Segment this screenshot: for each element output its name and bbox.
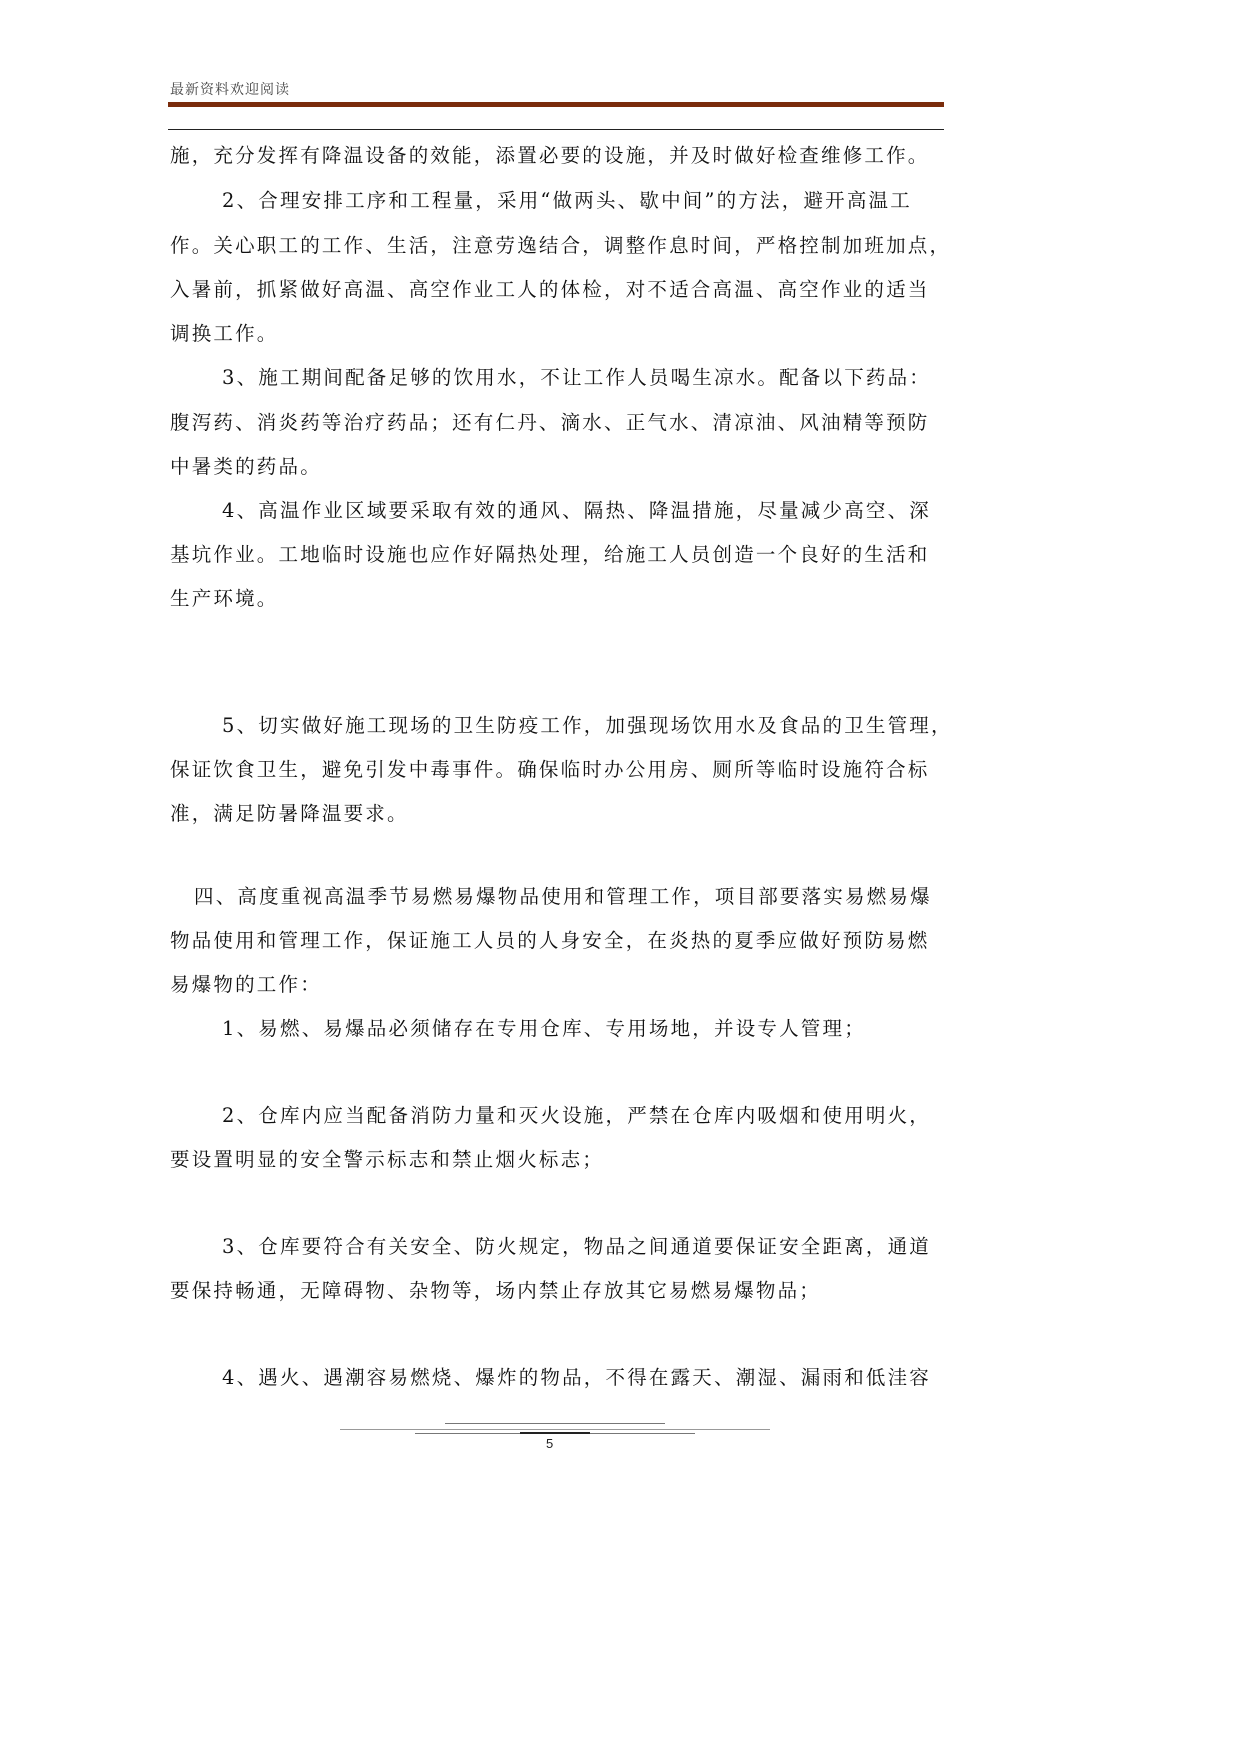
text-line: 5、切实做好施工现场的卫生防疫工作，加强现场饮用水及食品的卫生管理， [222,714,953,737]
text-line: 基坑作业。工地临时设施也应作好隔热处理，给施工人员创造一个良好的生活和 [170,543,930,566]
text-line: 3、施工期间配备足够的饮用水，不让工作人员喝生凉水。配备以下药品： [222,366,932,389]
text-line: 1、易燃、易爆品必须储存在专用仓库、专用场地，并设专人管理； [222,1017,866,1040]
text-line: 生产环境。 [170,587,279,610]
text-line: 2、合理安排工序和工程量，采用“做两头、歇中间”的方法，避开高温工 [222,189,912,212]
text-line: 入暑前，抓紧做好高温、高空作业工人的体检，对不适合高温、高空作业的适当 [170,278,930,301]
footer-rule-center [520,1432,590,1434]
header-text: 最新资料欢迎阅读 [170,82,290,98]
header-rule-thin [168,129,944,130]
text-line: 四、高度重视高温季节易燃易爆物品使用和管理工作，项目部要落实易燃易爆 [194,885,932,908]
footer-rule-top [445,1423,665,1424]
text-line: 4、高温作业区域要采取有效的通风、隔热、降温措施，尽量减少高空、深 [222,499,932,522]
text-line: 作。关心职工的工作、生活，注意劳逸结合，调整作息时间，严格控制加班加点， [170,234,952,257]
text-line: 准，满足防暑降温要求。 [170,802,409,825]
text-line: 2、仓库内应当配备消防力量和灭火设施，严禁在仓库内吸烟和使用明火， [222,1104,932,1127]
text-line: 要保持畅通，无障碍物、杂物等，场内禁止存放其它易燃易爆物品； [170,1279,822,1302]
page-number: 5 [546,1436,554,1451]
text-line: 易爆物的工作： [170,973,322,996]
text-line: 4、遇火、遇潮容易燃烧、爆炸的物品，不得在露天、潮湿、漏雨和低洼容 [222,1366,932,1389]
text-line: 保证饮食卫生，避免引发中毒事件。确保临时办公用房、厕所等临时设施符合标 [170,758,930,781]
header-rule-thick [168,102,944,107]
text-line: 中暑类的药品。 [170,455,322,478]
text-line: 物品使用和管理工作，保证施工人员的人身安全，在炎热的夏季应做好预防易燃 [170,929,930,952]
footer-rule-wide [340,1429,770,1430]
text-line: 调换工作。 [170,322,279,345]
text-line: 3、仓库要符合有关安全、防火规定，物品之间通道要保证安全距离，通道 [222,1235,932,1258]
text-line: 腹泻药、消炎药等治疗药品；还有仁丹、滴水、正气水、清凉油、风油精等预防 [170,411,930,434]
text-line: 施，充分发挥有降温设备的效能，添置必要的设施，并及时做好检查维修工作。 [170,144,930,167]
text-line: 要设置明显的安全警示标志和禁止烟火标志； [170,1148,605,1171]
